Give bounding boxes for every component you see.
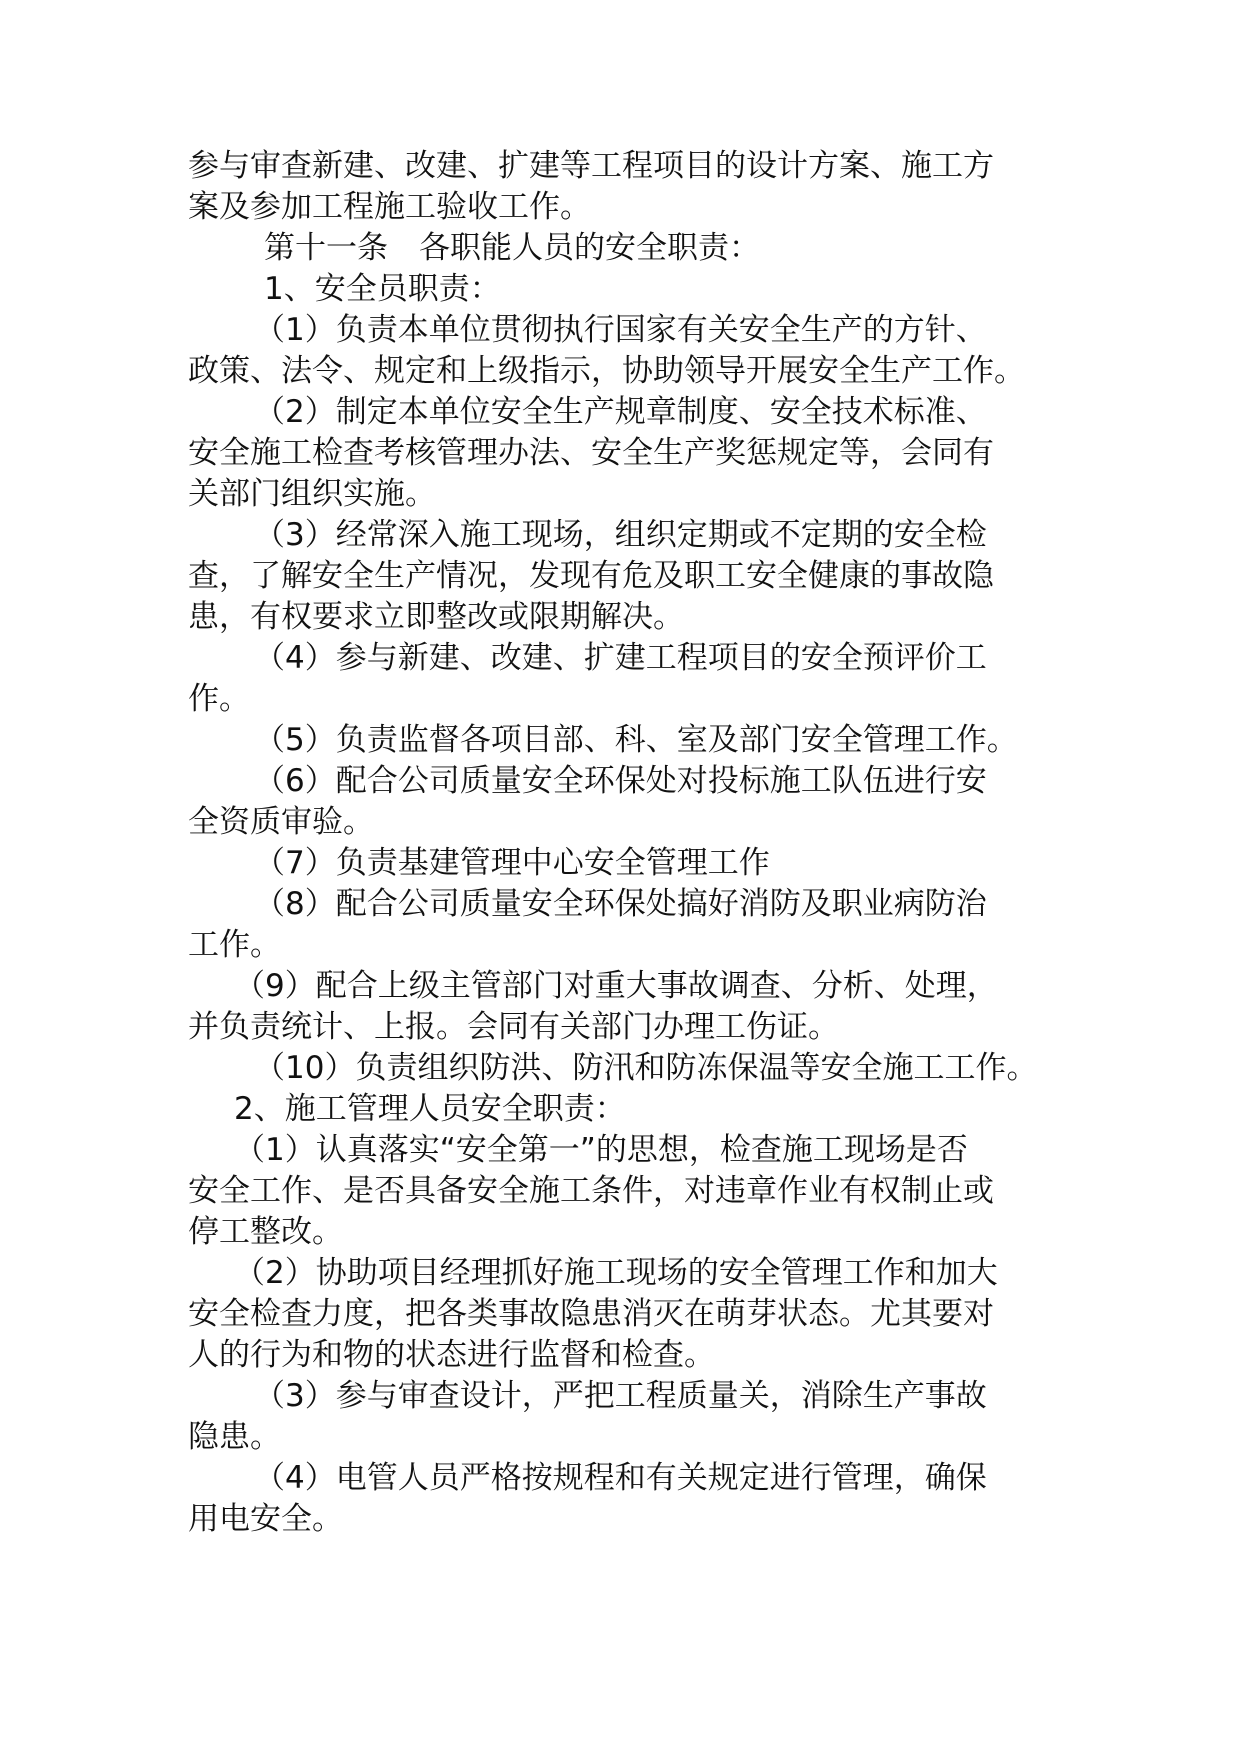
list-item: （8）配合公司质量安全环保处搞好消防及职业病防治	[254, 886, 987, 922]
list-item: （10）负责组织防洪、防汛和防冻保温等安全施工工作。	[254, 1050, 1038, 1086]
list-item: （5）负责监督各项目部、科、室及部门安全管理工作。	[254, 722, 1018, 758]
text-line: 安全工作、是否具备安全施工条件，对违章作业有权制止或	[188, 1173, 994, 1209]
text-line: 案及参加工程施工验收工作。	[188, 189, 591, 225]
text-line: 人的行为和物的状态进行监督和检查。	[188, 1337, 715, 1373]
section-heading: 2、施工管理人员安全职责：	[234, 1091, 626, 1127]
text-line: 政策、法令、规定和上级指示，协助领导开展安全生产工作。	[188, 353, 1025, 389]
text-line: 停工整改。	[188, 1214, 343, 1250]
list-item: （1）负责本单位贯彻执行国家有关安全生产的方针、	[254, 312, 987, 348]
text-line: 安全施工检查考核管理办法、安全生产奖惩规定等，会同有	[188, 435, 994, 471]
list-item: （9）配合上级主管部门对重大事故调查、分析、处理，	[234, 968, 998, 1004]
article-heading: 第十一条 各职能人员的安全职责：	[264, 230, 760, 266]
list-item: （4）电管人员严格按规程和有关规定进行管理，确保	[254, 1460, 987, 1496]
list-item: （3）参与审查设计，严把工程质量关，消除生产事故	[254, 1378, 987, 1414]
text-line: 隐患。	[188, 1419, 281, 1455]
text-line: 关部门组织实施。	[188, 476, 436, 512]
text-line: 并负责统计、上报。会同有关部门办理工伤证。	[188, 1009, 839, 1045]
list-item: （4）参与新建、改建、扩建工程项目的安全预评价工	[254, 640, 987, 676]
text-line: 安全检查力度，把各类事故隐患消灭在萌芽状态。尤其要对	[188, 1296, 994, 1332]
list-item: （6）配合公司质量安全环保处对投标施工队伍进行安	[254, 763, 987, 799]
list-item: （2）制定本单位安全生产规章制度、安全技术标准、	[254, 394, 987, 430]
list-item: （3）经常深入施工现场，组织定期或不定期的安全检	[254, 517, 987, 553]
list-item: （7）负责基建管理中心安全管理工作	[254, 845, 770, 881]
text-line: 查，了解安全生产情况，发现有危及职工安全健康的事故隐	[188, 558, 994, 594]
text-line: 患，有权要求立即整改或限期解决。	[188, 599, 684, 635]
text-line: 参与审查新建、改建、扩建等工程项目的设计方案、施工方	[188, 148, 994, 184]
list-item: （1）认真落实“安全第一”的思想，检查施工现场是否	[234, 1132, 968, 1168]
text-line: 工作。	[188, 927, 281, 963]
list-item: （2）协助项目经理抓好施工现场的安全管理工作和加大	[234, 1255, 998, 1291]
text-line: 作。	[188, 681, 250, 717]
text-line: 用电安全。	[188, 1501, 343, 1537]
section-heading: 1、安全员职责：	[264, 271, 501, 307]
document-body	[188, 146, 1068, 1540]
text-line: 全资质审验。	[188, 804, 374, 840]
